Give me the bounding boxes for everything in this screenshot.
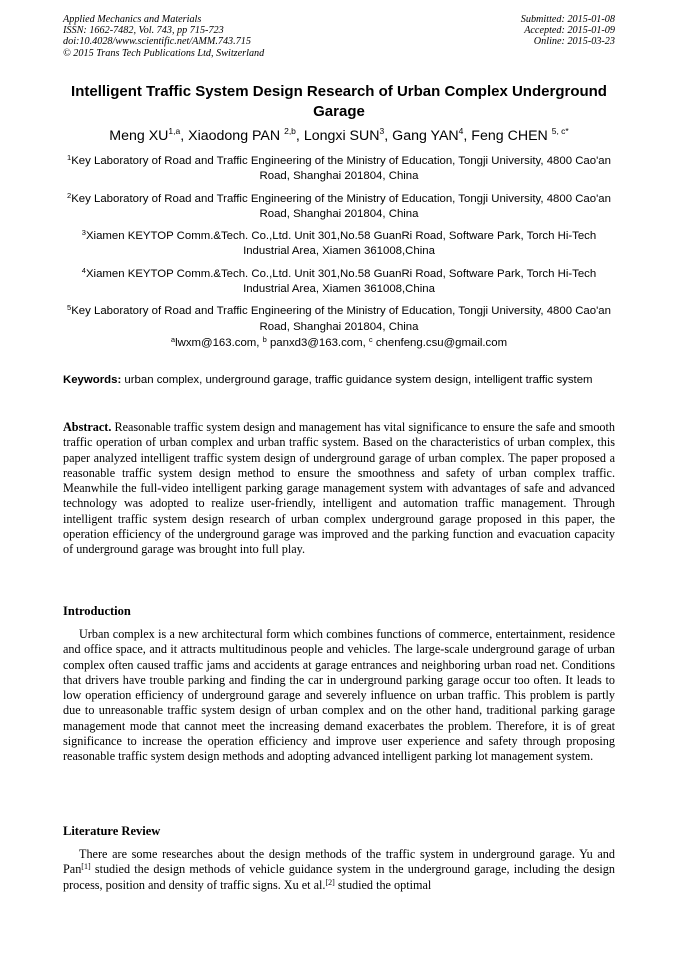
affiliation-text: Key Laboratory of Road and Traffic Engineering of the Ministry of Education, Tongji University, 4800 Cao'an Road, Shanghai 201804, China: [71, 192, 611, 220]
section-heading-introduction: Introduction: [63, 604, 131, 618]
journal-name: Applied Mechanics and Materials: [63, 14, 202, 25]
author-name: Meng XU: [109, 128, 169, 144]
author-list: Meng XU$^{1,a}$, Xiaodong PAN $^{2,b}$, Longxi SUN$^3$, Gang YAN$^4$, Feng CHEN $^{5, c*}$: [109, 126, 569, 144]
abstract-text: Reasonable traffic system design and management has vital significance to ensure the safe and smooth traffic operation of urban complex and urban traffic system. Based on the characteristics of urban complex, this paper analyzed intelligent traffic system design of underground garage of urban complex. The paper proposed a reasonable traffic system design method to ensure the smoothness and safety of urban complex traffic. Meanwhile the full-video intelligent parking garage management system with advantages of safe and advanced technology was adopted to realize user-friendly, intelligent and automation traffic management. Through intelligent traffic system design research of urban complex underground garage proposed in this paper, the operation efficiency of the underground garage was improved and the parking function and evacuation capacity of underground garage was brought into full play.: [63, 420, 615, 557]
email-mark: b: [262, 335, 267, 344]
author-affil-mark: 5, c*: [551, 126, 569, 136]
section-heading-literature-review: Literature Review: [63, 824, 161, 838]
keywords-label: Keywords:: [63, 374, 122, 386]
affiliation: [63, 154, 615, 184]
email-mark: a: [170, 335, 176, 344]
author-affil-mark: 4: [458, 126, 464, 136]
issn-line: ISSN: 1662-7482, Vol. 743, pp 715-723: [63, 25, 224, 37]
doi-line: doi:10.4028/www.scientific.net/AMM.743.715: [63, 36, 251, 48]
affiliation: [63, 267, 615, 297]
paragraph-text: studied the optimal: [334, 877, 432, 892]
citation-ref: [2]: [325, 877, 335, 887]
journal-info: [63, 14, 264, 59]
paragraph-text: studied the design methods of vehicle guidance system in the underground garage, including the design process, position and density of traffic signs. Xu et al.: [63, 862, 615, 892]
email-address: panxd3@163.com,: [266, 337, 369, 349]
affiliation: [63, 304, 615, 334]
online-date: Online: 2015-03-23: [533, 36, 615, 48]
affiliation: [63, 192, 615, 222]
email-mark: c: [368, 335, 373, 344]
affiliation-text: Key Laboratory of Road and Traffic Engineering of the Ministry of Education, Tongji University, 4800 Cao'an Road, Shanghai 201804, China: [71, 155, 611, 183]
literature-paragraph: [63, 847, 615, 893]
affiliation-mark: 5: [67, 303, 72, 313]
copyright-line: © 2015 Trans Tech Publications Ltd, Switzerland: [63, 47, 265, 59]
email-address: lwxm@163.com,: [175, 337, 263, 349]
submitted-date: Submitted: 2015-01-08: [520, 14, 615, 25]
affiliation-text: Xiamen KEYTOP Comm.&Tech. Co.,Ltd. Unit 301,No.58 GuanRi Road, Software Park, Torch Hi-Tech Industrial Area, Xiamen 361008,China: [85, 230, 597, 258]
affiliation-list: [63, 154, 615, 342]
author-name: Gang YAN: [392, 128, 459, 144]
accepted-date: Accepted: 2015-01-09: [524, 25, 615, 37]
abstract-label: Abstract.: [63, 420, 112, 434]
author-name: Xiaodong PAN: [188, 128, 285, 144]
affiliation: [63, 229, 615, 259]
affiliation-mark: 4: [81, 265, 86, 275]
author-affil-mark: 2,b: [284, 126, 296, 136]
affiliation-mark: 3: [81, 228, 86, 238]
affiliation-mark: 2: [67, 190, 72, 200]
keywords: [63, 373, 615, 387]
abstract: [63, 420, 615, 558]
introduction-paragraph: Urban complex is a new architectural form which combines functions of commerce, entertainment, residence and office space, and it attracts multitudinous people and vehicles. The large-scale underground garage of urban complex often caused traffic jams and accidents at garage entrances and neighboring urban road net. Conditions that drivers have trouble parking and finding the car in underground parking garage occur too often. It leads to low operation efficiency of underground garage and severely influence on urban traffic. This problem is partly due to unreasonable traffic system design of urban complex and on the other hand, traditional parking garage management mode that cannot meet the increasing demand exacerbates the problem. Therefore, it is of great significance to increase the operation efficiency and improve user experience and safety through proposing reasonable traffic system design methods and adopting advanced intelligent parking lot management system.: [63, 627, 615, 764]
affiliation-mark: 1: [67, 153, 72, 162]
affiliation-text: Key Laboratory of Road and Traffic Engineering of the Ministry of Education, Tongji University, 4800 Cao'an Road, Shanghai 201804, China: [71, 305, 611, 333]
email-list: [63, 336, 615, 351]
author-name: Feng CHEN: [471, 128, 552, 144]
author-name: Longxi SUN: [303, 128, 380, 144]
paper-title: Intelligent Traffic System Design Research of Urban Complex Underground Garage: [71, 83, 607, 120]
email-address: chenfeng.csu@gmail.com: [372, 337, 508, 349]
paragraph-text: There are some researches about the design methods of the traffic system in underground garage. Yu and Pan: [63, 847, 615, 877]
affiliation-text: Xiamen KEYTOP Comm.&Tech. Co.,Ltd. Unit 301,No.58 GuanRi Road, Software Park, Torch Hi-Tech Industrial Area, Xiamen 361008,China: [85, 267, 597, 295]
citation-ref: [1]: [81, 862, 91, 872]
submission-dates: [521, 14, 615, 48]
author-affil-mark: 3: [379, 126, 385, 136]
author-affil-mark: 1,a: [168, 126, 181, 136]
keywords-text: urban complex, underground garage, traffic guidance system design, intelligent traffic system: [121, 374, 593, 386]
